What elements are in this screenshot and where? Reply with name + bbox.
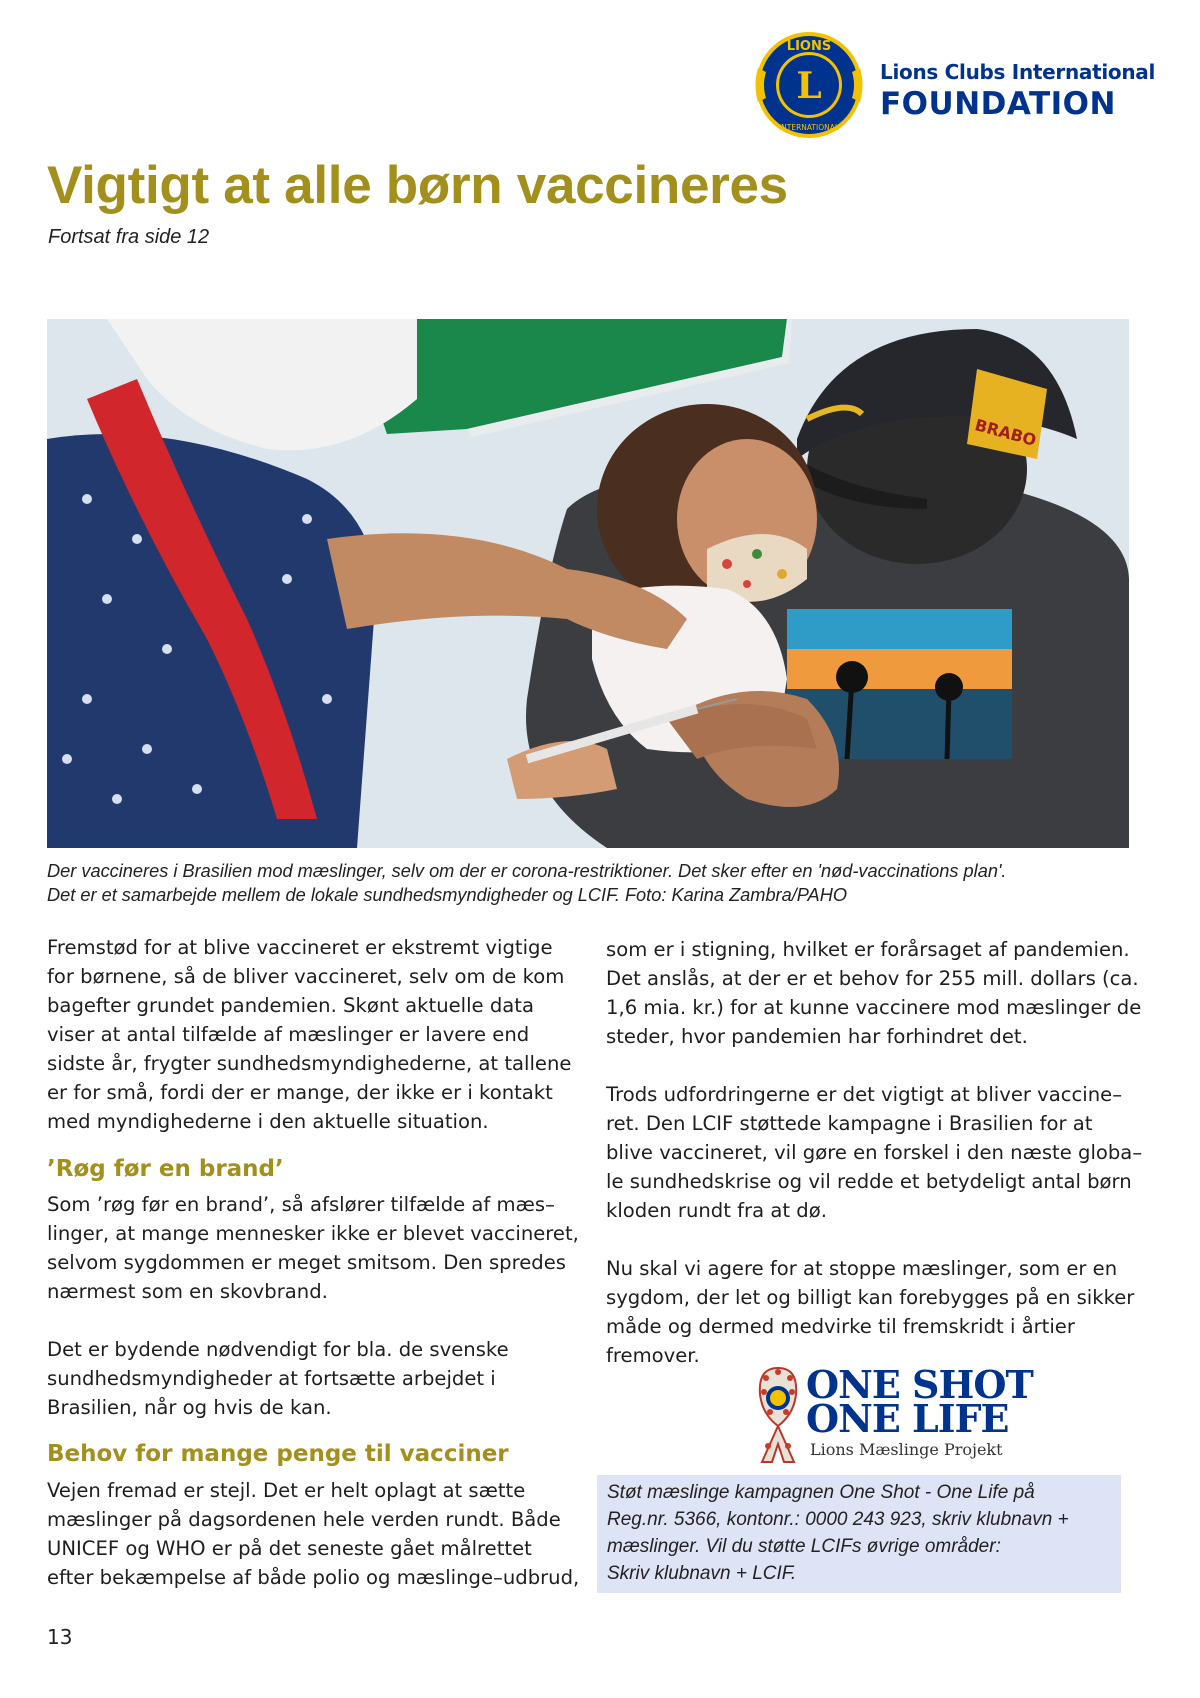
paragraph	[606, 935, 1151, 1051]
text-line: Som ’røg før en brand’, så afslører tilfælde af mæs–	[47, 1193, 555, 1216]
text-line: linger, at mange mennesker ikke er blevet vaccineret,	[47, 1222, 579, 1245]
text-line: som er i stigning, hvilket er forårsaget af pandemien.	[606, 938, 1130, 961]
support-line: Reg.nr. 5366, kontonr.: 0000 243 923, skriv klubnavn +	[607, 1509, 1069, 1530]
text-line: Det anslås, at der er et behov for 255 mill. dollars (ca.	[606, 967, 1139, 990]
support-box	[597, 1475, 1121, 1593]
text-line: kloden rundt fra at dø.	[606, 1199, 827, 1222]
emblem-letter: L	[796, 65, 822, 107]
lions-emblem-icon	[750, 28, 868, 143]
logo-foundation: FOUNDATION	[880, 86, 1116, 122]
vaccination-photo	[47, 319, 1129, 848]
paragraph	[606, 1254, 1151, 1370]
text-line: for børnene, så de bliver vaccineret, selv om de kom	[47, 965, 565, 988]
text-line: sundhedsmyndigheder at fortsætte arbejdet i	[47, 1367, 496, 1390]
oneshot-line3: Lions Mæslinge Projekt	[810, 1440, 1003, 1459]
cap-badge-text: BRABO	[972, 415, 1039, 450]
text-line: med myndighederne i den aktuelle situation.	[47, 1110, 489, 1133]
paragraph	[47, 1190, 592, 1306]
text-line: Det er bydende nødvendigt for bla. de svenske	[47, 1338, 509, 1361]
text-line: Nu skal vi agere for at stoppe mæslinger, som er en	[606, 1257, 1118, 1280]
text-line: fremover.	[606, 1344, 700, 1367]
article-subtitle: Fortsat fra side 12	[48, 226, 210, 248]
text-line: Vejen fremad er stejl. Det er helt oplagt at sætte	[47, 1479, 526, 1502]
paragraph	[47, 1335, 592, 1422]
lcif-logo	[750, 28, 1156, 143]
page-number: 13	[47, 1625, 73, 1649]
caption-line: Der vaccineres i Brasilien mod mæslinger, selv om der er corona-restriktioner. Det sker efter en 'nød-vaccinations plan'.	[47, 861, 1007, 881]
emblem-bottom-text: INTERNATIONAL	[778, 123, 840, 132]
paragraph	[47, 1476, 592, 1592]
right-column	[606, 935, 1151, 1370]
text-line: steder, hvor pandemien har forhindret det.	[606, 1025, 1028, 1048]
text-line: le sundhedskrise og vil redde et betydeligt antal børn	[606, 1170, 1132, 1193]
left-column	[47, 933, 592, 1592]
support-line: Skriv klubnavn + LCIF.	[607, 1563, 797, 1584]
emblem-top-text: LIONS	[786, 39, 832, 54]
text-line: UNICEF og WHO er på det seneste gået målrettet	[47, 1537, 532, 1560]
text-line: efter bekæmpelse af både polio og mæslinge–udbrud,	[47, 1566, 580, 1589]
caption-line: Det er et samarbejde mellem de lokale sundhedsmyndigheder og LCIF. Foto: Karina Zambra/PAHO	[47, 885, 847, 905]
text-line: er for små, fordi der er mange, der ikke er i kontakt	[47, 1081, 553, 1104]
text-line: sidste år, frygter sundhedsmyndighederne, at tallene	[47, 1052, 572, 1075]
text-line: Trods udfordringerne er det vigtigt at bliver vaccine–	[606, 1083, 1123, 1106]
text-line: selvom sygdommen er meget smitsom. Den spredes	[47, 1251, 567, 1274]
text-line: Fremstød for at blive vaccineret er ekstremt vigtige	[47, 936, 553, 959]
text-line: Brasilien, når og hvis de kan.	[47, 1396, 332, 1419]
photo-caption	[47, 859, 1137, 907]
paragraph	[606, 1080, 1151, 1225]
text-line: viser at antal tilfælde af mæslinger er lavere end	[47, 1023, 530, 1046]
text-line: blive vaccineret, vil gøre en forskel i den næste globa–	[606, 1141, 1143, 1164]
section-heading: Behov for mange penge til vacciner	[47, 1441, 509, 1467]
section-heading: ’Røg før en brand’	[47, 1156, 284, 1182]
text-line: 1,6 mia. kr.) for at kunne vaccinere mod mæslinger de	[606, 996, 1142, 1019]
ribbon-icon	[752, 1364, 804, 1464]
logo-org-name: Lions Clubs International	[880, 60, 1156, 84]
paragraph	[47, 933, 592, 1136]
oneshot-line1: ONE SHOT	[806, 1362, 1033, 1407]
text-line: bagefter grundet pandemien. Skønt aktuelle data	[47, 994, 534, 1017]
text-line: sygdom, der let og billigt kan forebygges på en sikker	[606, 1286, 1135, 1309]
support-line: Støt mæslinge kampagnen One Shot - One Life på	[607, 1482, 1035, 1503]
text-line: nærmest som en skovbrand.	[47, 1280, 328, 1303]
article-title: Vigtigt at alle børn vaccineres	[47, 156, 788, 215]
text-line: ret. Den LCIF støttede kampagne i Brasilien for at	[606, 1112, 1093, 1135]
text-line: mæslinger på dagsordenen hele verden rundt. Både	[47, 1508, 561, 1531]
text-line: måde og dermed medvirke til fremskridt i årtier	[606, 1315, 1075, 1338]
support-line: mæslinger. Vil du støtte LCIFs øvrige områder:	[607, 1536, 1001, 1557]
one-shot-one-life-logo	[752, 1362, 1033, 1464]
oneshot-line2: ONE LIFE	[806, 1396, 1009, 1441]
